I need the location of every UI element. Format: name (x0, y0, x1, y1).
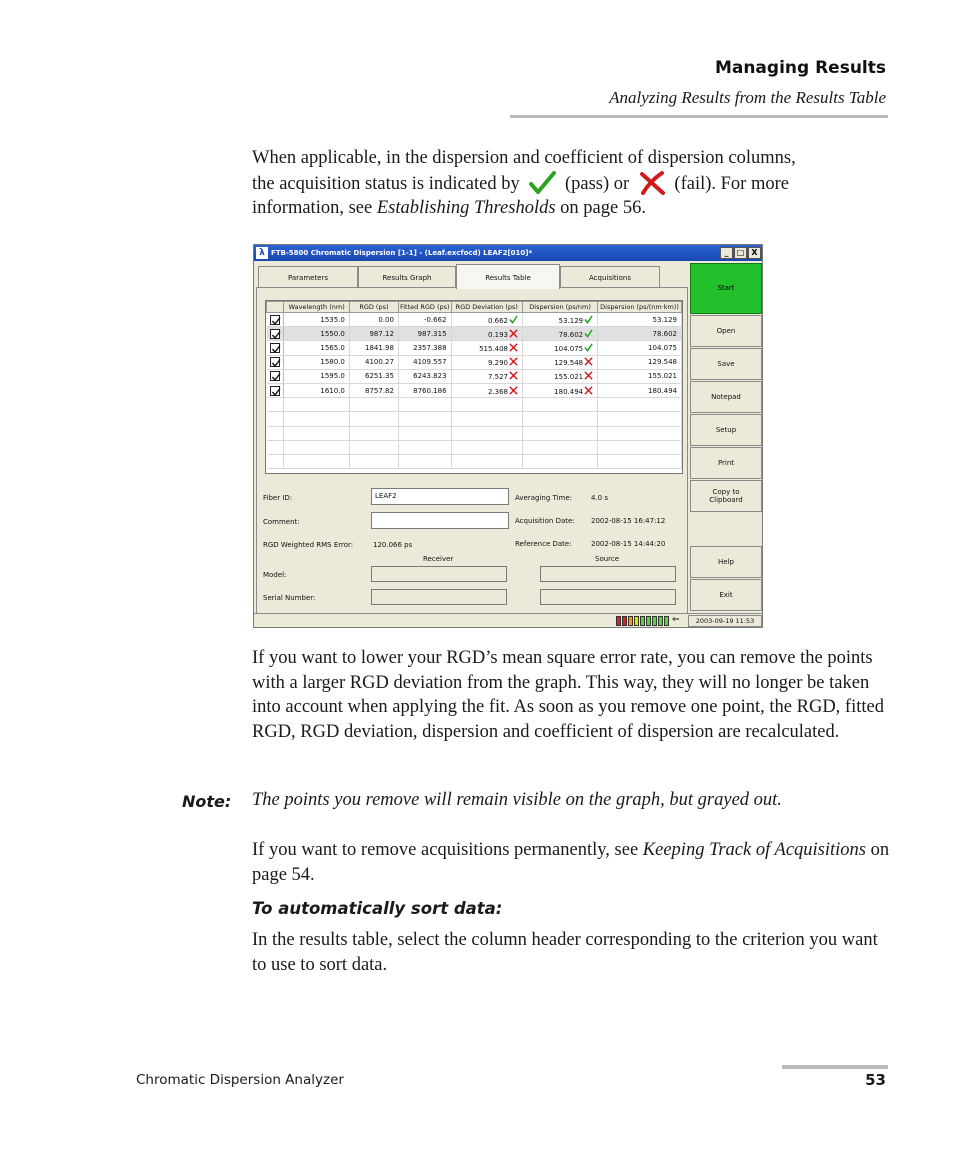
acquisitions-text-b: on page 54. (252, 840, 890, 885)
acquisition-date-value: 2002-08-15 16:47:12 (591, 517, 666, 525)
empty-cell (349, 440, 398, 454)
empty-table-row (267, 454, 682, 468)
row-checkbox[interactable] (270, 329, 280, 339)
cell-wavelength (284, 341, 349, 355)
cell-dispersion-coef (598, 355, 682, 369)
col-header-dispersion-coef[interactable]: Dispersion (ps/(nm·km)) (598, 302, 682, 313)
page-number: 53 (865, 1071, 886, 1089)
cell-fitted-rgd-value: -0.662 (423, 315, 447, 324)
tab-bar (256, 264, 688, 288)
row-checkbox-cell (267, 313, 284, 327)
empty-cell (398, 454, 451, 468)
cell-dispersion-coef (598, 313, 682, 327)
receiver-serial-field (371, 589, 507, 605)
cell-dispersion-coef-value: 78.602 (652, 329, 677, 338)
cell-dispersion-coef-value: 53.129 (652, 315, 677, 324)
pass-check-icon (528, 171, 556, 195)
cell-rgd-deviation-value: 2.368 (487, 387, 509, 396)
cell-rgd-value: 8757.82 (365, 386, 394, 395)
row-checkbox[interactable] (270, 386, 280, 396)
cell-fitted-rgd-value: 2357.388 (413, 343, 447, 352)
results-table-panel (256, 287, 688, 614)
cell-rgd-deviation-value: 0.193 (487, 330, 509, 339)
setup-button[interactable]: Setup (690, 414, 762, 446)
cell-rgd (349, 369, 398, 383)
col-header-fitted-rgd[interactable]: Fitted RGD (ps) (399, 303, 450, 311)
note-text: The points you remove will remain visible on the graph, but grayed out. (252, 790, 782, 810)
cell-rgd-deviation (451, 383, 522, 397)
empty-cell (451, 398, 522, 412)
empty-table-row (267, 412, 682, 426)
empty-cell (451, 440, 522, 454)
empty-cell (349, 412, 398, 426)
cell-rgd (349, 341, 398, 355)
cell-wavelength-value: 1595.0 (320, 372, 345, 381)
keeping-track-link[interactable]: Keeping Track of Acquisitions (642, 840, 866, 860)
led-icon (622, 616, 627, 626)
status-bar (254, 613, 762, 627)
cell-dispersion-value: 180.494 (554, 387, 584, 396)
empty-cell (349, 398, 398, 412)
empty-cell (284, 454, 349, 468)
empty-table-row (267, 440, 682, 454)
cell-rgd (349, 355, 398, 369)
table-row[interactable] (267, 327, 682, 341)
led-icon (664, 616, 669, 626)
cell-dispersion-value: 155.021 (554, 373, 584, 382)
cell-dispersion-value: 104.075 (554, 344, 584, 353)
help-button[interactable]: Help (690, 546, 762, 578)
empty-table-row (267, 398, 682, 412)
footer-manual-title: Chromatic Dispersion Analyzer (136, 1072, 344, 1088)
app-logo-icon: λ (256, 247, 268, 259)
empty-cell (598, 398, 682, 412)
col-header-wavelength[interactable]: Wavelength (nm) (284, 302, 349, 313)
cell-dispersion-coef (598, 327, 682, 341)
cell-fitted-rgd (398, 341, 451, 355)
cell-rgd-deviation-value: 515.408 (479, 344, 509, 353)
cell-rgd-deviation-value: 0.662 (487, 316, 509, 325)
averaging-time-value: 4.0 s (591, 494, 609, 502)
row-checkbox[interactable] (270, 357, 280, 367)
row-checkbox[interactable] (270, 315, 280, 325)
cell-fitted-rgd (398, 313, 451, 327)
empty-cell (598, 454, 682, 468)
cell-dispersion (523, 383, 598, 397)
ftb-5800-window (253, 244, 763, 628)
cell-rgd-deviation-value: 7.527 (487, 373, 509, 382)
empty-table-row (267, 426, 682, 440)
intro-line-2a: the acquisition status is indicated by (252, 173, 520, 194)
cell-rgd-deviation (451, 327, 522, 341)
intro-line-3b: on page 56. (560, 198, 646, 218)
row-checkbox-cell (267, 341, 284, 355)
cell-rgd-value: 4100.27 (365, 358, 394, 367)
tab-acquisitions[interactable]: Acquisitions (560, 266, 660, 288)
cell-fitted-rgd (398, 355, 451, 369)
empty-cell (598, 440, 682, 454)
empty-cell (267, 412, 284, 426)
cell-dispersion (523, 313, 598, 327)
open-button[interactable]: Open (690, 315, 762, 347)
table-row[interactable] (267, 383, 682, 397)
fiber-id-label: Fiber ID: (263, 494, 293, 502)
row-checkbox[interactable] (270, 371, 280, 381)
cell-dispersion-coef-value: 104.075 (648, 343, 677, 352)
empty-cell (523, 398, 598, 412)
acquisitions-text-a: If you want to remove acquisitions permanently, see (252, 840, 639, 860)
cell-dispersion-coef-value: 155.021 (648, 372, 677, 381)
body-paragraph-sort: In the results table, select the column header corresponding to the criterion you want to use to sort data. (252, 930, 878, 975)
cell-rgd-value: 6251.35 (365, 372, 394, 381)
intro-line-2b: (pass) or (564, 173, 630, 194)
led-icon (658, 616, 663, 626)
cell-dispersion (523, 369, 598, 383)
cell-rgd-deviation-value: 9.290 (487, 359, 509, 368)
fiber-id-field[interactable]: LEAF2 (371, 488, 509, 505)
header-rule (510, 115, 888, 118)
thresholds-link[interactable]: Establishing Thresholds (376, 198, 556, 218)
cell-dispersion-value: 78.602 (558, 330, 584, 339)
fail-x-icon (638, 171, 666, 195)
cell-rgd-value: 0.00 (378, 315, 394, 324)
led-icon (634, 616, 639, 626)
table-row[interactable] (267, 341, 682, 355)
cell-rgd-deviation (451, 355, 522, 369)
empty-cell (523, 426, 598, 440)
cell-wavelength (284, 327, 349, 341)
empty-cell (267, 454, 284, 468)
cell-dispersion-value: 129.548 (554, 359, 584, 368)
empty-cell (398, 398, 451, 412)
cell-rgd-deviation (451, 341, 522, 355)
cell-wavelength-value: 1535.0 (320, 315, 345, 324)
empty-cell (267, 398, 284, 412)
empty-cell (451, 412, 522, 426)
maximize-icon[interactable]: □ (734, 247, 747, 259)
empty-cell (349, 426, 398, 440)
empty-cell (398, 412, 451, 426)
empty-cell (267, 440, 284, 454)
window-title: FTB-5800 Chromatic Dispersion [1-1] - (Leaf.excfocd) LEAF2[010]* (271, 249, 533, 257)
cell-wavelength-value: 1550.0 (320, 329, 345, 338)
cell-fitted-rgd-value: 8760.186 (413, 386, 447, 395)
exit-button[interactable]: Exit (690, 579, 762, 611)
row-checkbox[interactable] (270, 343, 280, 353)
intro-line-1: When applicable, in the dispersion and coefficient of dispersion columns, (252, 148, 796, 168)
cell-wavelength (284, 383, 349, 397)
acquisition-date-label: Acquisition Date: (515, 517, 575, 525)
cell-dispersion-coef (598, 369, 682, 383)
table-row[interactable] (267, 313, 682, 327)
empty-cell (598, 412, 682, 426)
note-label: Note: (182, 792, 232, 811)
empty-cell (523, 454, 598, 468)
empty-cell (523, 412, 598, 426)
col-header-rgd-deviation[interactable]: RGD Deviation (ps) (451, 302, 522, 313)
reference-date-value: 2002-08-15 14:44:20 (591, 540, 666, 548)
results-grid[interactable] (265, 300, 683, 474)
window-titlebar (254, 245, 762, 261)
led-icon (652, 616, 657, 626)
empty-cell (451, 454, 522, 468)
cell-dispersion (523, 327, 598, 341)
led-icon (628, 616, 633, 626)
empty-cell (284, 426, 349, 440)
cell-rgd (349, 383, 398, 397)
empty-cell (398, 440, 451, 454)
empty-cell (523, 440, 598, 454)
table-row[interactable] (267, 355, 682, 369)
procedure-title: To automatically sort data: (252, 899, 503, 918)
row-checkbox-cell (267, 383, 284, 397)
averaging-time-label: Averaging Time: (515, 494, 572, 502)
cell-rgd (349, 327, 398, 341)
cell-wavelength (284, 313, 349, 327)
comment-field[interactable] (371, 512, 509, 529)
empty-cell (349, 454, 398, 468)
cell-rgd-value: 987.12 (369, 329, 394, 338)
empty-cell (267, 426, 284, 440)
cell-wavelength-value: 1580.0 (320, 358, 345, 367)
cell-fitted-rgd (398, 327, 451, 341)
empty-cell (284, 412, 349, 426)
source-label: Source (595, 555, 620, 563)
row-checkbox-cell (267, 327, 284, 341)
cell-rgd-deviation (451, 313, 522, 327)
start-button[interactable]: Start (690, 263, 762, 314)
body-paragraph-acquisitions (252, 838, 892, 887)
cell-dispersion-coef-value: 180.494 (648, 386, 677, 395)
cell-dispersion-coef-value: 129.548 (648, 358, 677, 367)
results-table (266, 301, 682, 469)
notepad-button[interactable]: Notepad (690, 381, 762, 413)
body-paragraph-rgd: If you want to lower your RGD’s mean square error rate, you can remove the points with a larger RGD deviation from the graph. This way, they will no longer be taken into account when applying the fit. As soon as you remove one point, the RGD, fitted RGD, RGD deviation, dispersion and coefficient of dispersion are recalculated. (252, 648, 884, 742)
minimize-icon[interactable]: _ (720, 247, 733, 259)
led-icon (646, 616, 651, 626)
receiver-label: Receiver (423, 555, 454, 563)
cell-dispersion-value: 53.129 (558, 316, 584, 325)
status-clock: 2003-09-19 11:53 (688, 615, 762, 627)
empty-cell (398, 426, 451, 440)
power-plug-icon: ⇐ (672, 615, 680, 625)
intro-paragraph (252, 146, 892, 221)
source-serial-field (540, 589, 676, 605)
cell-dispersion (523, 355, 598, 369)
cell-rgd-value: 1841.98 (365, 343, 394, 352)
running-header-subtitle: Analyzing Results from the Results Table (609, 88, 886, 107)
running-header-title: Managing Results (714, 58, 886, 78)
empty-cell (451, 426, 522, 440)
cell-wavelength (284, 369, 349, 383)
reference-date-label: Reference Date: (515, 540, 572, 548)
comment-label: Comment: (263, 518, 300, 526)
cell-fitted-rgd (398, 383, 451, 397)
cell-dispersion-coef (598, 383, 682, 397)
tab-results-table[interactable]: Results Table (456, 264, 560, 289)
print-button[interactable]: Print (690, 447, 762, 479)
empty-cell (284, 398, 349, 412)
rms-error-value: 120.066 ps (373, 541, 413, 549)
cell-fitted-rgd-value: 4109.557 (413, 358, 447, 367)
row-checkbox-cell (267, 355, 284, 369)
table-row[interactable] (267, 369, 682, 383)
intro-line-3a: information, see (252, 198, 373, 218)
col-header-select[interactable] (267, 302, 284, 313)
tab-results-graph[interactable]: Results Graph (358, 266, 456, 288)
intro-line-2c: (fail). For more (674, 173, 789, 194)
copy-to-clipboard-button[interactable]: Copy to Clipboard (690, 480, 762, 512)
led-icon (640, 616, 645, 626)
close-icon[interactable]: X (748, 247, 761, 259)
cell-wavelength-value: 1610.0 (320, 386, 345, 395)
row-checkbox-cell (267, 369, 284, 383)
cell-wavelength (284, 355, 349, 369)
cell-fitted-rgd (398, 369, 451, 383)
cell-dispersion (523, 341, 598, 355)
cell-fitted-rgd-value: 6243.823 (413, 372, 447, 381)
cell-fitted-rgd-value: 987.315 (417, 329, 447, 338)
model-label: Model: (263, 571, 287, 579)
empty-cell (284, 440, 349, 454)
led-icon (616, 616, 621, 626)
footer-rule (782, 1065, 888, 1069)
rms-error-label: RGD Weighted RMS Error: (263, 541, 354, 549)
source-model-field (540, 566, 676, 582)
cell-wavelength-value: 1565.0 (320, 343, 345, 352)
tab-parameters[interactable]: Parameters (258, 266, 358, 288)
save-button[interactable]: Save (690, 348, 762, 380)
serial-number-label: Serial Number: (263, 594, 316, 602)
empty-cell (598, 426, 682, 440)
receiver-model-field (371, 566, 507, 582)
cell-rgd (349, 313, 398, 327)
col-header-rgd[interactable]: RGD (ps) (349, 302, 398, 313)
cell-rgd-deviation (451, 369, 522, 383)
cell-dispersion-coef (598, 341, 682, 355)
col-header-dispersion[interactable]: Dispersion (ps/nm) (523, 302, 598, 313)
